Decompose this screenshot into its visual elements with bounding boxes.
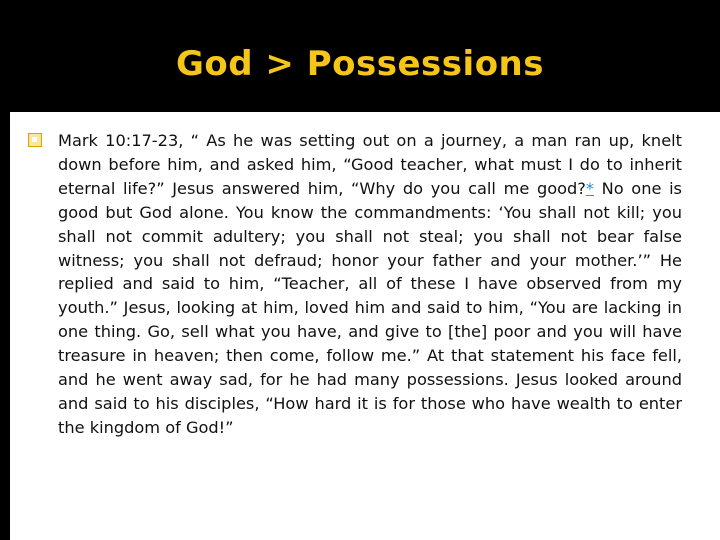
- passage-after-link: No one is good but God alone. You know the commandments: ‘You shall not kill; you shall not commit adultery; you shall not steal; you shall not bear false witness; you shall not defraud; honor your father and your mother.’” He replied and said to him, “Teacher, all of these I have observed from my youth.” Jesus, looking at him, loved him and said to him, “You are lacking in one thing. Go, sell what you have, and give to [the] poor and you will have treasure in heaven; then come, follow me.” At that statement his face fell, and he went away sad, for he had many possessions. Jesus looked around and said to his disciples, “How hard it is for those who have wealth to enter the kingdom of God!”: [58, 178, 682, 437]
- slide-title: God > Possessions: [175, 44, 544, 84]
- square-bullet-icon: [28, 133, 42, 147]
- passage-before-link: Mark 10:17-23, “ As he was setting out on a journey, a man ran up, knelt down before him, and asked him, “Good teacher, what must I do to inherit eternal life?” Jesus answered him, “Why do you call me good?: [58, 131, 682, 198]
- footnote-link[interactable]: *: [585, 178, 594, 198]
- scripture-passage: [58, 129, 682, 440]
- content-area: [10, 112, 720, 540]
- title-bar: [0, 0, 720, 112]
- bullet-item: [28, 129, 684, 440]
